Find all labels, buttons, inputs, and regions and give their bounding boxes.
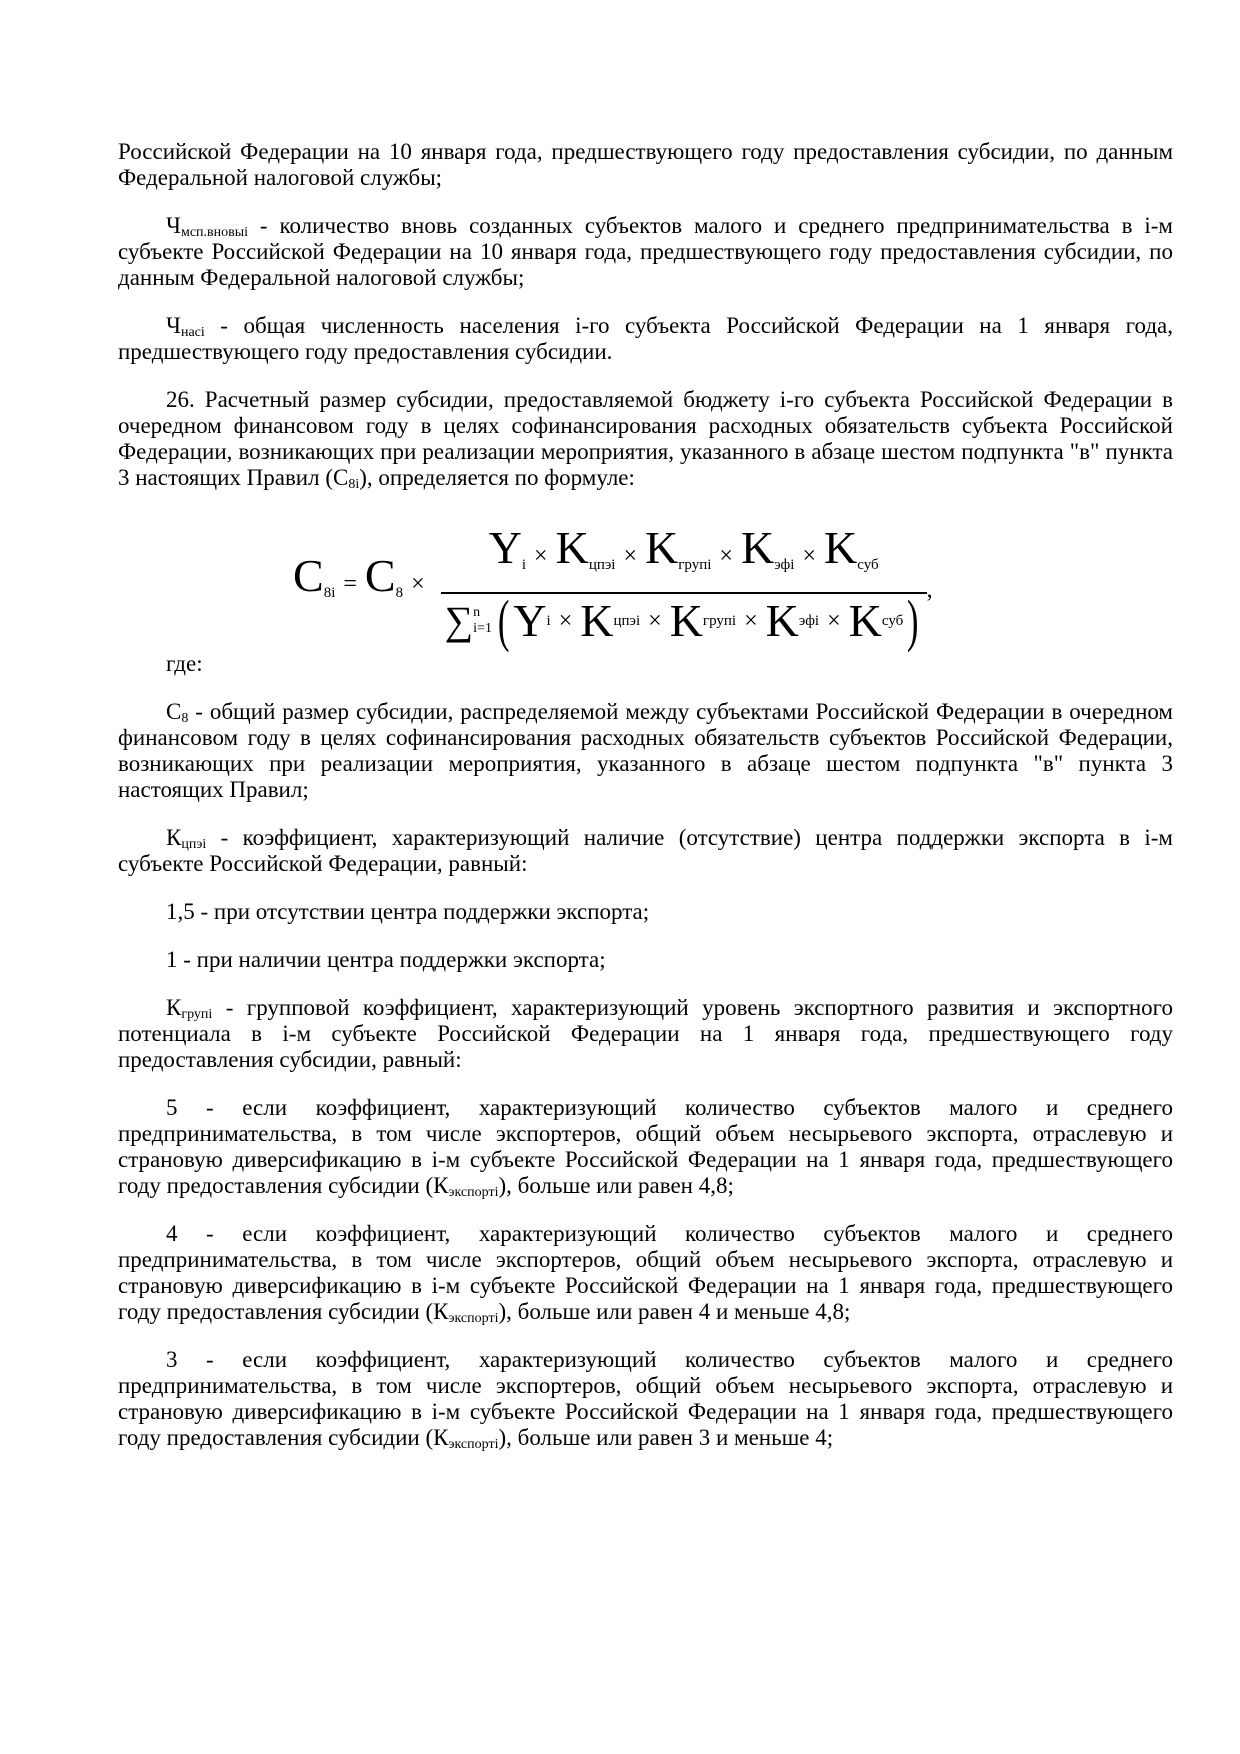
formula-symbol: C — [293, 550, 324, 601]
formula-symbol: K — [555, 522, 589, 573]
formula-subscript: цпэi — [613, 613, 641, 629]
paragraph — [118, 651, 1173, 677]
paragraph — [118, 1347, 1173, 1451]
paragraph-text: 3 - если коэффициент, характеризующий количество субъектов малого и среднего предпринимательства, в том числе экспортеров, общий объем несырьевого экспорта, отраслевую и страновую диверсификацию в i-м субъекте Российской Федерации на 1 января года, предшествующего году предоставления субсидии (К — [118, 1347, 1173, 1450]
formula-symbol: K — [580, 595, 614, 646]
sum-lower: i=1 — [473, 621, 492, 636]
formula-subscript: эфi — [798, 613, 820, 629]
paragraph-text: 4 - если коэффициент, характеризующий количество субъектов малого и среднего предпринимательства, в том числе экспортеров, общий объем несырьевого экспорта, отраслевую и страновую диверсификацию в i-м субъекте Российской Федерации на 1 января года, предшествующего году предоставления субсидии (К — [118, 1221, 1173, 1324]
symbol-subscript: мсп.вновыi — [180, 225, 249, 240]
formula-times: × — [827, 608, 841, 634]
paragraph — [118, 995, 1173, 1073]
paragraph-text: ), больше или равен 3 и меньше 4; — [498, 1425, 834, 1450]
subsidy-formula — [118, 513, 1173, 653]
formula-comma: , — [926, 577, 933, 603]
paragraph-text: ), определяется по формуле: — [359, 465, 635, 490]
paragraph-text: Российской Федерации на 10 января года, предшествующего году предоставления субсидии, по данным Федеральной налоговой службы; — [118, 139, 1173, 190]
formula-symbol: C — [364, 550, 396, 601]
paragraph-text: где: — [166, 651, 203, 676]
paragraph — [118, 387, 1173, 491]
paragraphs-before-formula — [118, 139, 1173, 491]
paragraph-text: - групповой коэффициент, характеризующий уровень экспортного развития и экспортного потенциала в i-м субъекте Российской Федерации на 1 января года, предшествующего году предоставления субсидии, равный: — [118, 995, 1173, 1072]
paragraph — [118, 1221, 1173, 1325]
formula-subscript: цпэi — [588, 557, 616, 573]
paragraph — [118, 139, 1173, 191]
paragraph-text: 5 - если коэффициент, характеризующий количество субъектов малого и среднего предпринимательства, в том числе экспортеров, общий объем несырьевого экспорта, отраслевую и страновую диверсификацию в i-м субъекте Российской Федерации на 1 января года, предшествующего году предоставления субсидии (К — [118, 1095, 1173, 1198]
paragraph-text: К — [166, 995, 182, 1020]
paragraph-text: 1 - при наличии центра поддержки экспорта; — [166, 947, 606, 972]
right-paren: ) — [907, 588, 919, 653]
formula-symbol: K — [740, 522, 775, 573]
paragraph — [118, 313, 1173, 365]
sum-upper: n — [473, 605, 481, 620]
paragraph-text: Ч — [166, 313, 181, 338]
formula-row — [293, 522, 933, 653]
formula-times: × — [648, 608, 662, 634]
formula-fraction — [441, 522, 927, 653]
symbol-subscript: цпэi — [181, 837, 207, 852]
formula-times: × — [534, 543, 548, 569]
formula-symbol: Y — [513, 595, 547, 646]
paragraph-text: ), больше или равен 4 и меньше 4,8; — [498, 1299, 851, 1324]
paragraph-text: 26. Расчетный размер субсидии, предоставляемой бюджету i-го субъекта Российской Федерации в очередном финансовом году в целях софинансирования расходных обязательств субъекта Российской Федерации, возникающих при реализации мероприятия, указанного в абзаце шестом подпункта "в" пункта 3 настоящих Правил (С — [118, 387, 1173, 490]
formula-numerator — [479, 522, 889, 592]
paragraph-text: - общая численность населения i-го субъекта Российской Федерации на 1 января года, предшествующего году предоставления субсидии. — [118, 313, 1173, 364]
paragraph-text: - количество вновь созданных субъектов малого и среднего предпринимательства в i-м субъекте Российской Федерации на 10 января года, предшествующего году предоставления субсидии, по данным Федеральной налоговой службы; — [118, 213, 1173, 290]
formula-times: × — [719, 543, 733, 569]
symbol-subscript: 8 — [181, 711, 189, 726]
formula-lhs — [293, 550, 336, 616]
formula-times: × — [623, 543, 638, 569]
symbol-subscript: 8i — [348, 477, 360, 492]
symbol-subscript: экспортi — [448, 1311, 499, 1326]
paragraphs-after-formula — [118, 651, 1173, 1451]
left-paren: ( — [497, 588, 510, 653]
formula-subscript: суб — [881, 613, 904, 629]
paragraph-text: Ч — [166, 213, 181, 238]
formula-subscript: i — [546, 613, 551, 629]
formula-times: × — [558, 608, 573, 634]
symbol-subscript: экспортi — [448, 1437, 499, 1452]
symbol-subscript: экспортi — [448, 1185, 499, 1200]
formula-times: × — [411, 571, 425, 597]
paragraph-text: - общий размер субсидии, распределяемой между субъектами Российской Федерации в очередном финансовом году в целях софинансирования расходных обязательств субъектов Российской Федерации, возникающих при реализации мероприятия, указанного в абзаце шестом подпункта "в" пункта 3 настоящих Правил; — [118, 699, 1173, 802]
formula-total — [364, 550, 404, 616]
formula-times: × — [744, 608, 758, 634]
paragraph-text: ), больше или равен 4,8; — [498, 1173, 734, 1198]
formula-subscript: 8 — [395, 585, 404, 601]
formula-symbol: K — [848, 595, 882, 646]
formula-symbol: K — [645, 522, 679, 573]
paragraph-text: К — [166, 825, 182, 850]
formula-subscript: 8i — [323, 585, 336, 601]
symbol-subscript: групi — [181, 1007, 213, 1022]
paragraph — [118, 899, 1173, 925]
paragraph — [118, 1095, 1173, 1199]
sum-sign: ∑ — [444, 598, 474, 643]
formula-subscript: эфi — [774, 557, 795, 573]
paragraph-text: - коэффициент, характеризующий наличие (отсутствие) центра поддержки экспорта в i-м субъекте Российской Федерации, равный: — [118, 825, 1173, 876]
formula-symbol: K — [765, 595, 799, 646]
formula-subscript: i — [521, 557, 527, 573]
sum-limits — [473, 605, 492, 637]
paragraph — [118, 699, 1173, 803]
symbol-subscript: насi — [180, 325, 205, 340]
formula-symbol: K — [824, 522, 858, 573]
paragraph-text: С — [166, 699, 182, 724]
paragraph — [118, 947, 1173, 973]
formula-subscript: суб — [857, 557, 879, 573]
paragraph-text: 1,5 - при отсутствии центра поддержки экспорта; — [166, 899, 650, 924]
document-page — [118, 139, 1173, 1473]
formula-subscript: групi — [702, 613, 737, 629]
formula-symbol: Y — [488, 522, 522, 573]
formula-symbol: K — [669, 595, 703, 646]
paragraph — [118, 213, 1173, 291]
formula-subscript: групi — [678, 557, 712, 573]
formula-denominator — [441, 588, 927, 653]
formula-equals: = — [343, 571, 357, 597]
paragraph — [118, 825, 1173, 877]
formula-times: × — [802, 543, 816, 569]
